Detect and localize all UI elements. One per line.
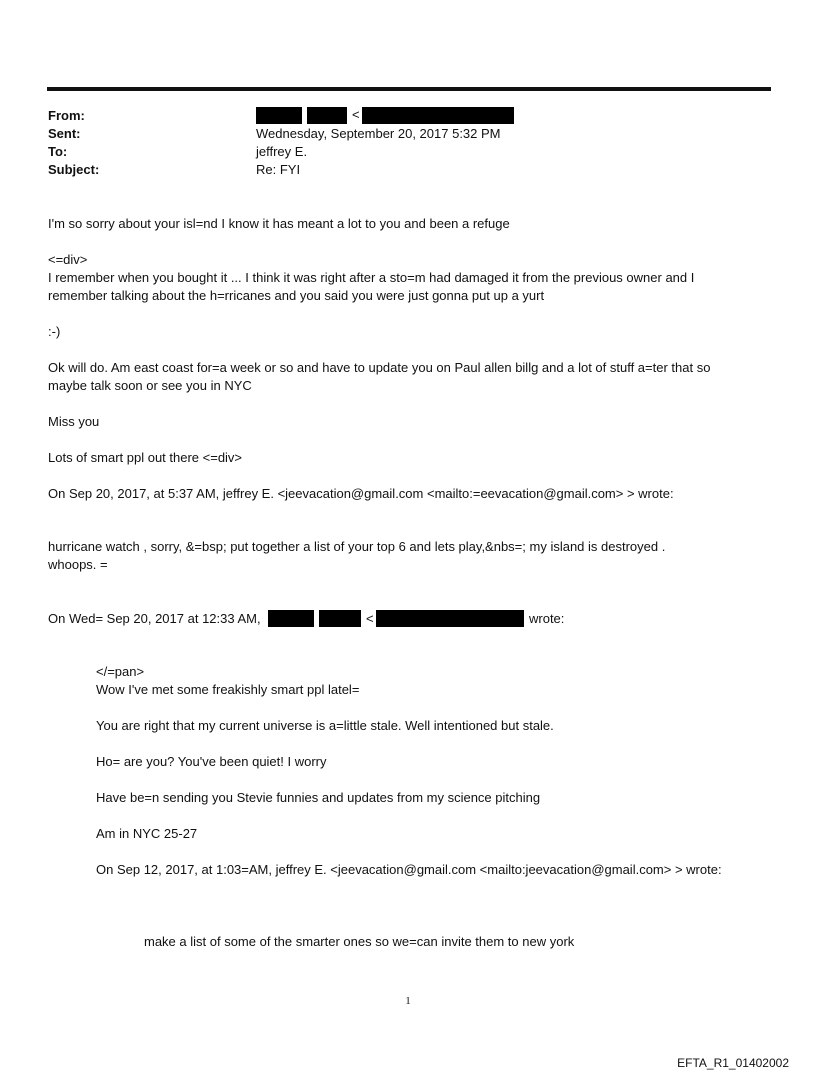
header-rule [47,87,771,91]
redaction-reply-email [376,610,524,627]
quote-line: Wow I've met some freakishly smart ppl latel= [96,682,360,697]
redaction-reply-first [268,610,314,627]
redaction-from-email [362,107,514,124]
redaction-reply-last [319,610,361,627]
redaction-from-first [256,107,302,124]
quote-line: Am in NYC 25-27 [96,826,198,841]
page-number: 1 [405,995,411,1007]
quote-line: On Sep 12, 2017, at 1:03=AM, jeffrey E. <jeevacation@gmail.com <mailto:jeevacation@gmail.com> > wrote: [96,862,722,877]
body-line: remember talking about the h=rricanes and you said you were just gonna put up a yurt [48,288,545,303]
subject-label: Subject: [48,162,100,177]
body-line: whoops. = [48,557,108,572]
redaction-from-last [307,107,347,124]
quote-line: Have be=n sending you Stevie funnies and updates from my science pitching [96,790,541,805]
body-line: Miss you [48,414,100,429]
quote-line: </=pan> [96,664,145,679]
sent-label: Sent: [48,126,81,141]
reply-header-lt: < [366,611,374,626]
body-line: <=div> [48,252,88,267]
reply-header-prefix: On Wed= Sep 20, 2017 at 12:33 AM, [48,611,261,626]
sent-value: Wednesday, September 20, 2017 5:32 PM [256,126,501,141]
bates-number: EFTA_R1_01402002 [677,1056,789,1070]
body-line: On Sep 20, 2017, at 5:37 AM, jeffrey E. <jeevacation@gmail.com <mailto:=eevacation@gmail.com> > wrote: [48,486,674,501]
body-line: I remember when you bought it ... I think it was right after a sto=m had damaged it from the previous owner and I [48,270,695,285]
body-line: Ok will do. Am east coast for=a week or so and have to update you on Paul allen billg and a lot of stuff a=ter that so [48,360,711,375]
reply-header-suffix: wrote: [529,611,565,626]
body-line: Lots of smart ppl out there <=div> [48,450,243,465]
from-lt: < [352,107,360,122]
body-line: I'm so sorry about your isl=nd I know it has meant a lot to you and been a refuge [48,216,510,231]
to-label: To: [48,144,68,159]
to-value: jeffrey E. [256,144,308,159]
quote-line: Ho= are you? You've been quiet! I worry [96,754,327,769]
quote-line: You are right that my current universe is a=little stale. Well intentioned but stale. [96,718,554,733]
body-line: hurricane watch , sorry, &=bsp; put together a list of your top 6 and lets play,&nbs=; my island is destroyed . [48,539,666,554]
from-label: From: [48,108,85,123]
quote-line: make a list of some of the smarter ones so we=can invite them to new york [144,934,575,949]
body-line: :-) [48,324,61,339]
body-line: maybe talk soon or see you in NYC [48,378,252,393]
subject-value: Re: FYI [256,162,301,177]
